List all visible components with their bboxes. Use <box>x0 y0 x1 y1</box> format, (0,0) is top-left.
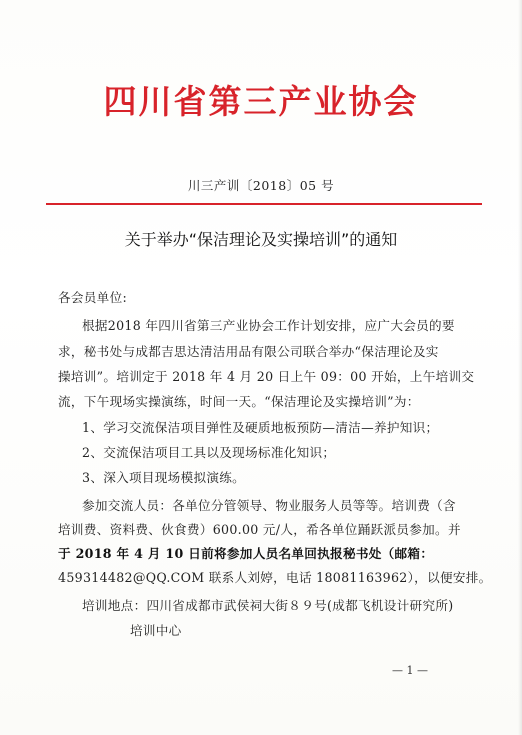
list-item: 3、深入项目现场模拟演练。 <box>82 470 246 485</box>
paragraph-line: 于 2018 年 4 月 10 日前将参加人员名单回执报秘书处（邮箱： <box>58 546 434 561</box>
paragraph-line: 参加交流人员：各单位分管领导、物业服务人员等等。培训费（含 <box>82 498 456 513</box>
notice-title: 关于举办“保洁理论及实操培训”的通知 <box>124 230 398 249</box>
organization-header: 四川省第三产业协会 <box>103 82 419 121</box>
location-line: 培训地点：四川省成都市武侯祠大街８９号(成都飞机设计研究所) <box>82 598 454 613</box>
page-number: — 1 — <box>392 664 428 677</box>
paragraph-line: 459314482@QQ.COM 联系人刘婷，电话 18081163962），以便安排。 <box>58 570 492 585</box>
paragraph-line: 根据2018 年四川省第三产业协会工作计划安排，应广大会员的要 <box>82 318 455 333</box>
paragraph-line: 操培训”。培训定于 2018 年 4 月 20 日上午 09：00 开始，上午培训交 <box>58 369 475 384</box>
header-divider <box>46 203 482 205</box>
document-number: 川三产训〔2018〕05 号 <box>187 178 335 193</box>
paragraph-line: 培训费、资料费、伙食费）600.00 元/人，希各单位踊跃派员参加。并 <box>58 522 461 537</box>
list-item: 1、学习交流保洁项目弹性及硬质地板预防—清洁—养护知识； <box>82 420 439 435</box>
location-line: 培训中心 <box>130 623 182 638</box>
paragraph-line: 流，下午现场实操演练，时间一天。“保洁理论及实操培训”为： <box>58 394 420 409</box>
addressee: 各会员单位: <box>58 290 128 305</box>
paragraph-line: 求，秘书处与成都吉思达清洁用品有限公司联合举办“保洁理论及实 <box>58 344 439 359</box>
list-item: 2、交流保洁项目工具以及现场标准化知识； <box>82 445 336 460</box>
